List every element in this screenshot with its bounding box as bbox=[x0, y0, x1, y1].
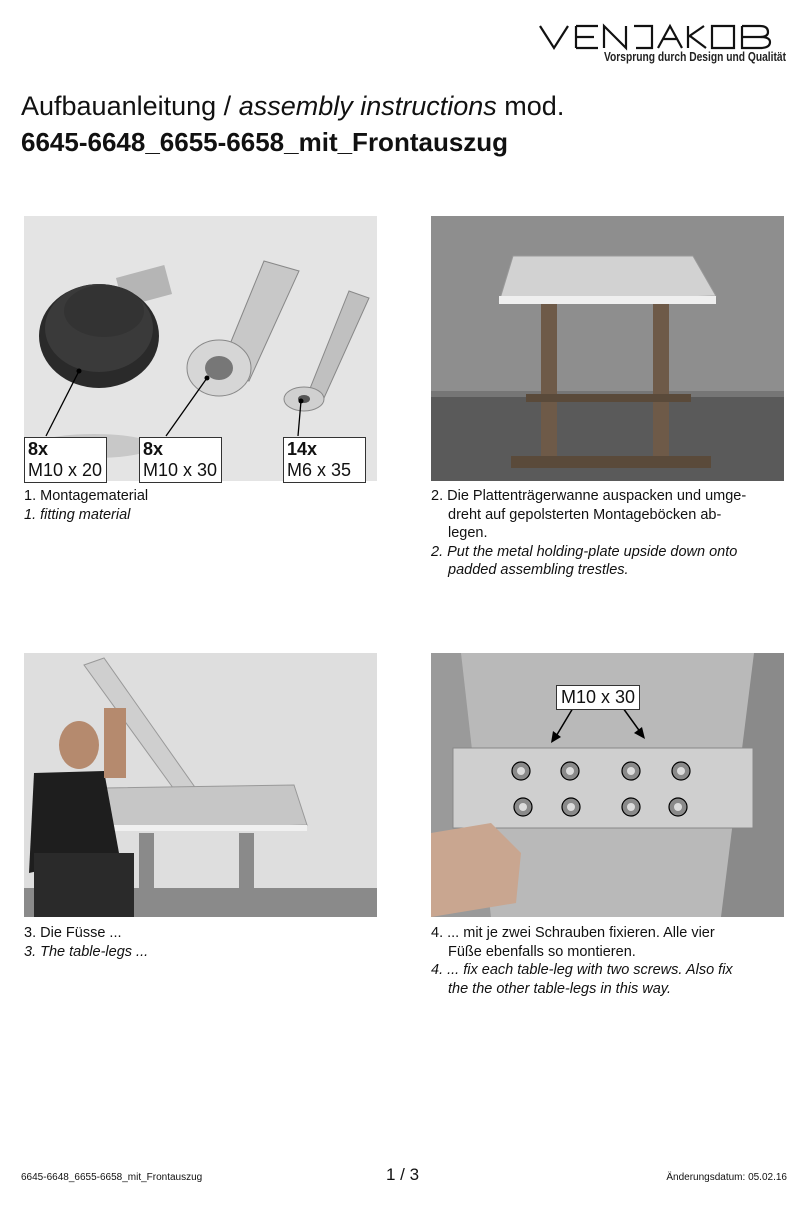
part-spec: M10 x 20 bbox=[28, 460, 103, 480]
caption-step2-de-2: dreht auf gepolsterten Montageböcken ab- bbox=[448, 506, 722, 523]
screw-callout: M10 x 30 bbox=[556, 685, 640, 710]
caption-step4-en-1: 4. ... fix each table-leg with two screws. Also fix bbox=[431, 962, 733, 978]
caption-step2 bbox=[431, 487, 746, 580]
photo-table-legs bbox=[24, 653, 377, 917]
caption-step3 bbox=[24, 924, 148, 961]
part-label-1 bbox=[24, 437, 107, 483]
part-spec: M10 x 30 bbox=[143, 460, 218, 480]
caption-step4-de-1: 4. ... mit je zwei Schrauben fixieren. Alle vier bbox=[431, 925, 715, 941]
part-label-2 bbox=[139, 437, 222, 483]
part-label-3 bbox=[283, 437, 366, 483]
caption-step1-en: 1. fitting material bbox=[24, 506, 131, 523]
footer-change-date: Änderungsdatum: 05.02.16 bbox=[666, 1172, 787, 1183]
part-qty: 8x bbox=[143, 439, 164, 459]
caption-step3-en: 3. The table-legs ... bbox=[24, 943, 149, 960]
caption-step1-de: 1. Montagematerial bbox=[24, 488, 149, 504]
footer-doc-name: 6645-6648_6655-6658_mit_Frontauszug bbox=[21, 1172, 203, 1183]
caption-step4 bbox=[431, 924, 733, 998]
title-german: Aufbauanleitung / bbox=[21, 91, 239, 121]
caption-step2-de-1: 2. Die Plattenträgerwanne auspacken und umge- bbox=[431, 488, 747, 504]
part-qty: 8x bbox=[28, 439, 49, 459]
page-title-model: 6645-6648_6655-6658_mit_Frontauszug bbox=[21, 127, 509, 157]
title-english: assembly instructions bbox=[238, 91, 497, 121]
caption-step3-de: 3. Die Füsse ... bbox=[24, 925, 122, 941]
page-title-line1 bbox=[21, 91, 564, 122]
page-number: 1 / 3 bbox=[386, 1165, 420, 1184]
caption-step1 bbox=[24, 487, 148, 524]
title-suffix: mod. bbox=[496, 91, 565, 121]
caption-step2-en-1: 2. Put the metal holding-plate upside down onto bbox=[431, 543, 738, 560]
caption-step4-en-2: the the other table-legs in this way. bbox=[448, 980, 671, 997]
caption-step2-en-2: padded assembling trestles. bbox=[448, 562, 629, 578]
photo-plate-on-trestles bbox=[431, 216, 784, 481]
caption-step2-de-3: legen. bbox=[448, 525, 488, 541]
part-qty: 14x bbox=[287, 439, 318, 459]
part-spec: M6 x 35 bbox=[287, 460, 352, 480]
logo-tagline: Vorsprung durch Design und Qualität bbox=[603, 50, 786, 64]
caption-step4-de-2: Füße ebenfalls so montieren. bbox=[448, 943, 636, 960]
